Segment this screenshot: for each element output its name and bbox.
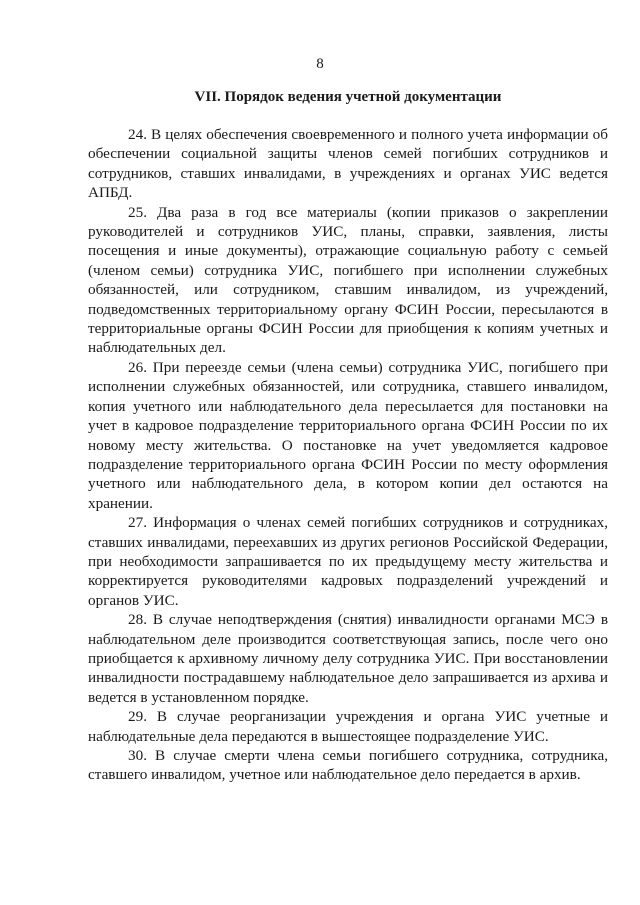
section-title: VII. Порядок ведения учетной документации [194,89,502,105]
paragraph-29: 29. В случае реорганизации учреждения и органа УИС учетные и наблюдательные дела передаются в вышестоящее подразделение УИС. [88,708,608,745]
document-body [88,125,608,785]
paragraph-25: 25. Два раза в год все материалы (копии приказов о закреплении руководителей и сотрудников УИС, планы, справки, заявления, листы посещения и иные документы), отражающие социальную работу с семьей (членом семьи) сотрудника УИС, погибшего при исполнении служебных обязанностей, или сотрудником, ставшим инвалидом, из учреждений, подведомственных территориальному органу ФСИН России, пересылаются в территориальные органы ФСИН России для приобщения к копиям учетных и наблюдательных дел. [88,203,608,357]
paragraph-30: 30. В случае смерти члена семьи погибшего сотрудника, сотрудника, ставшего инвалидом, учетное или наблюдательное дело передается в архив. [88,747,608,784]
page-number: 8 [316,56,324,72]
paragraph-28: 28. В случае неподтверждения (снятия) инвалидности органами МСЭ в наблюдательном деле производится соответствующая запись, после чего оно приобщается к архивному личному делу сотрудника УИС. При восстановлении инвалидности пострадавшему наблюдательное дело запрашивается из архива и ведется в установленном порядке. [88,611,608,706]
paragraph-26: 26. При переезде семьи (члена семьи) сотрудника УИС, погибшего при исполнении служебных обязанностей, или сотрудника, ставшего инвалидом, копия учетного или наблюдательного дела пересылается для постановки на учет в кадровое подразделение территориального органа ФСИН России по их новому месту жительства. О постановке на учет уведомляется кадровое подразделение территориального органа ФСИН России по месту оформления учетного или наблюдательного дела, в котором копии дел остаются на хранении. [88,358,608,512]
paragraph-27: 27. Информация о членах семей погибших сотрудников и сотрудниках, ставших инвалидами, переехавших из других регионов Российской Федерации, при необходимости запрашивается по их предыдущему месту жительства и корректируется руководителями кадровых подразделений учреждений и органов УИС. [88,514,608,609]
paragraph-24: 24. В целях обеспечения своевременного и полного учета информации об обеспечении социальной защиты членов семей погибших сотрудников и сотрудников, ставших инвалидами, в учреждениях и органах УИС ведется АПБД. [88,126,608,202]
